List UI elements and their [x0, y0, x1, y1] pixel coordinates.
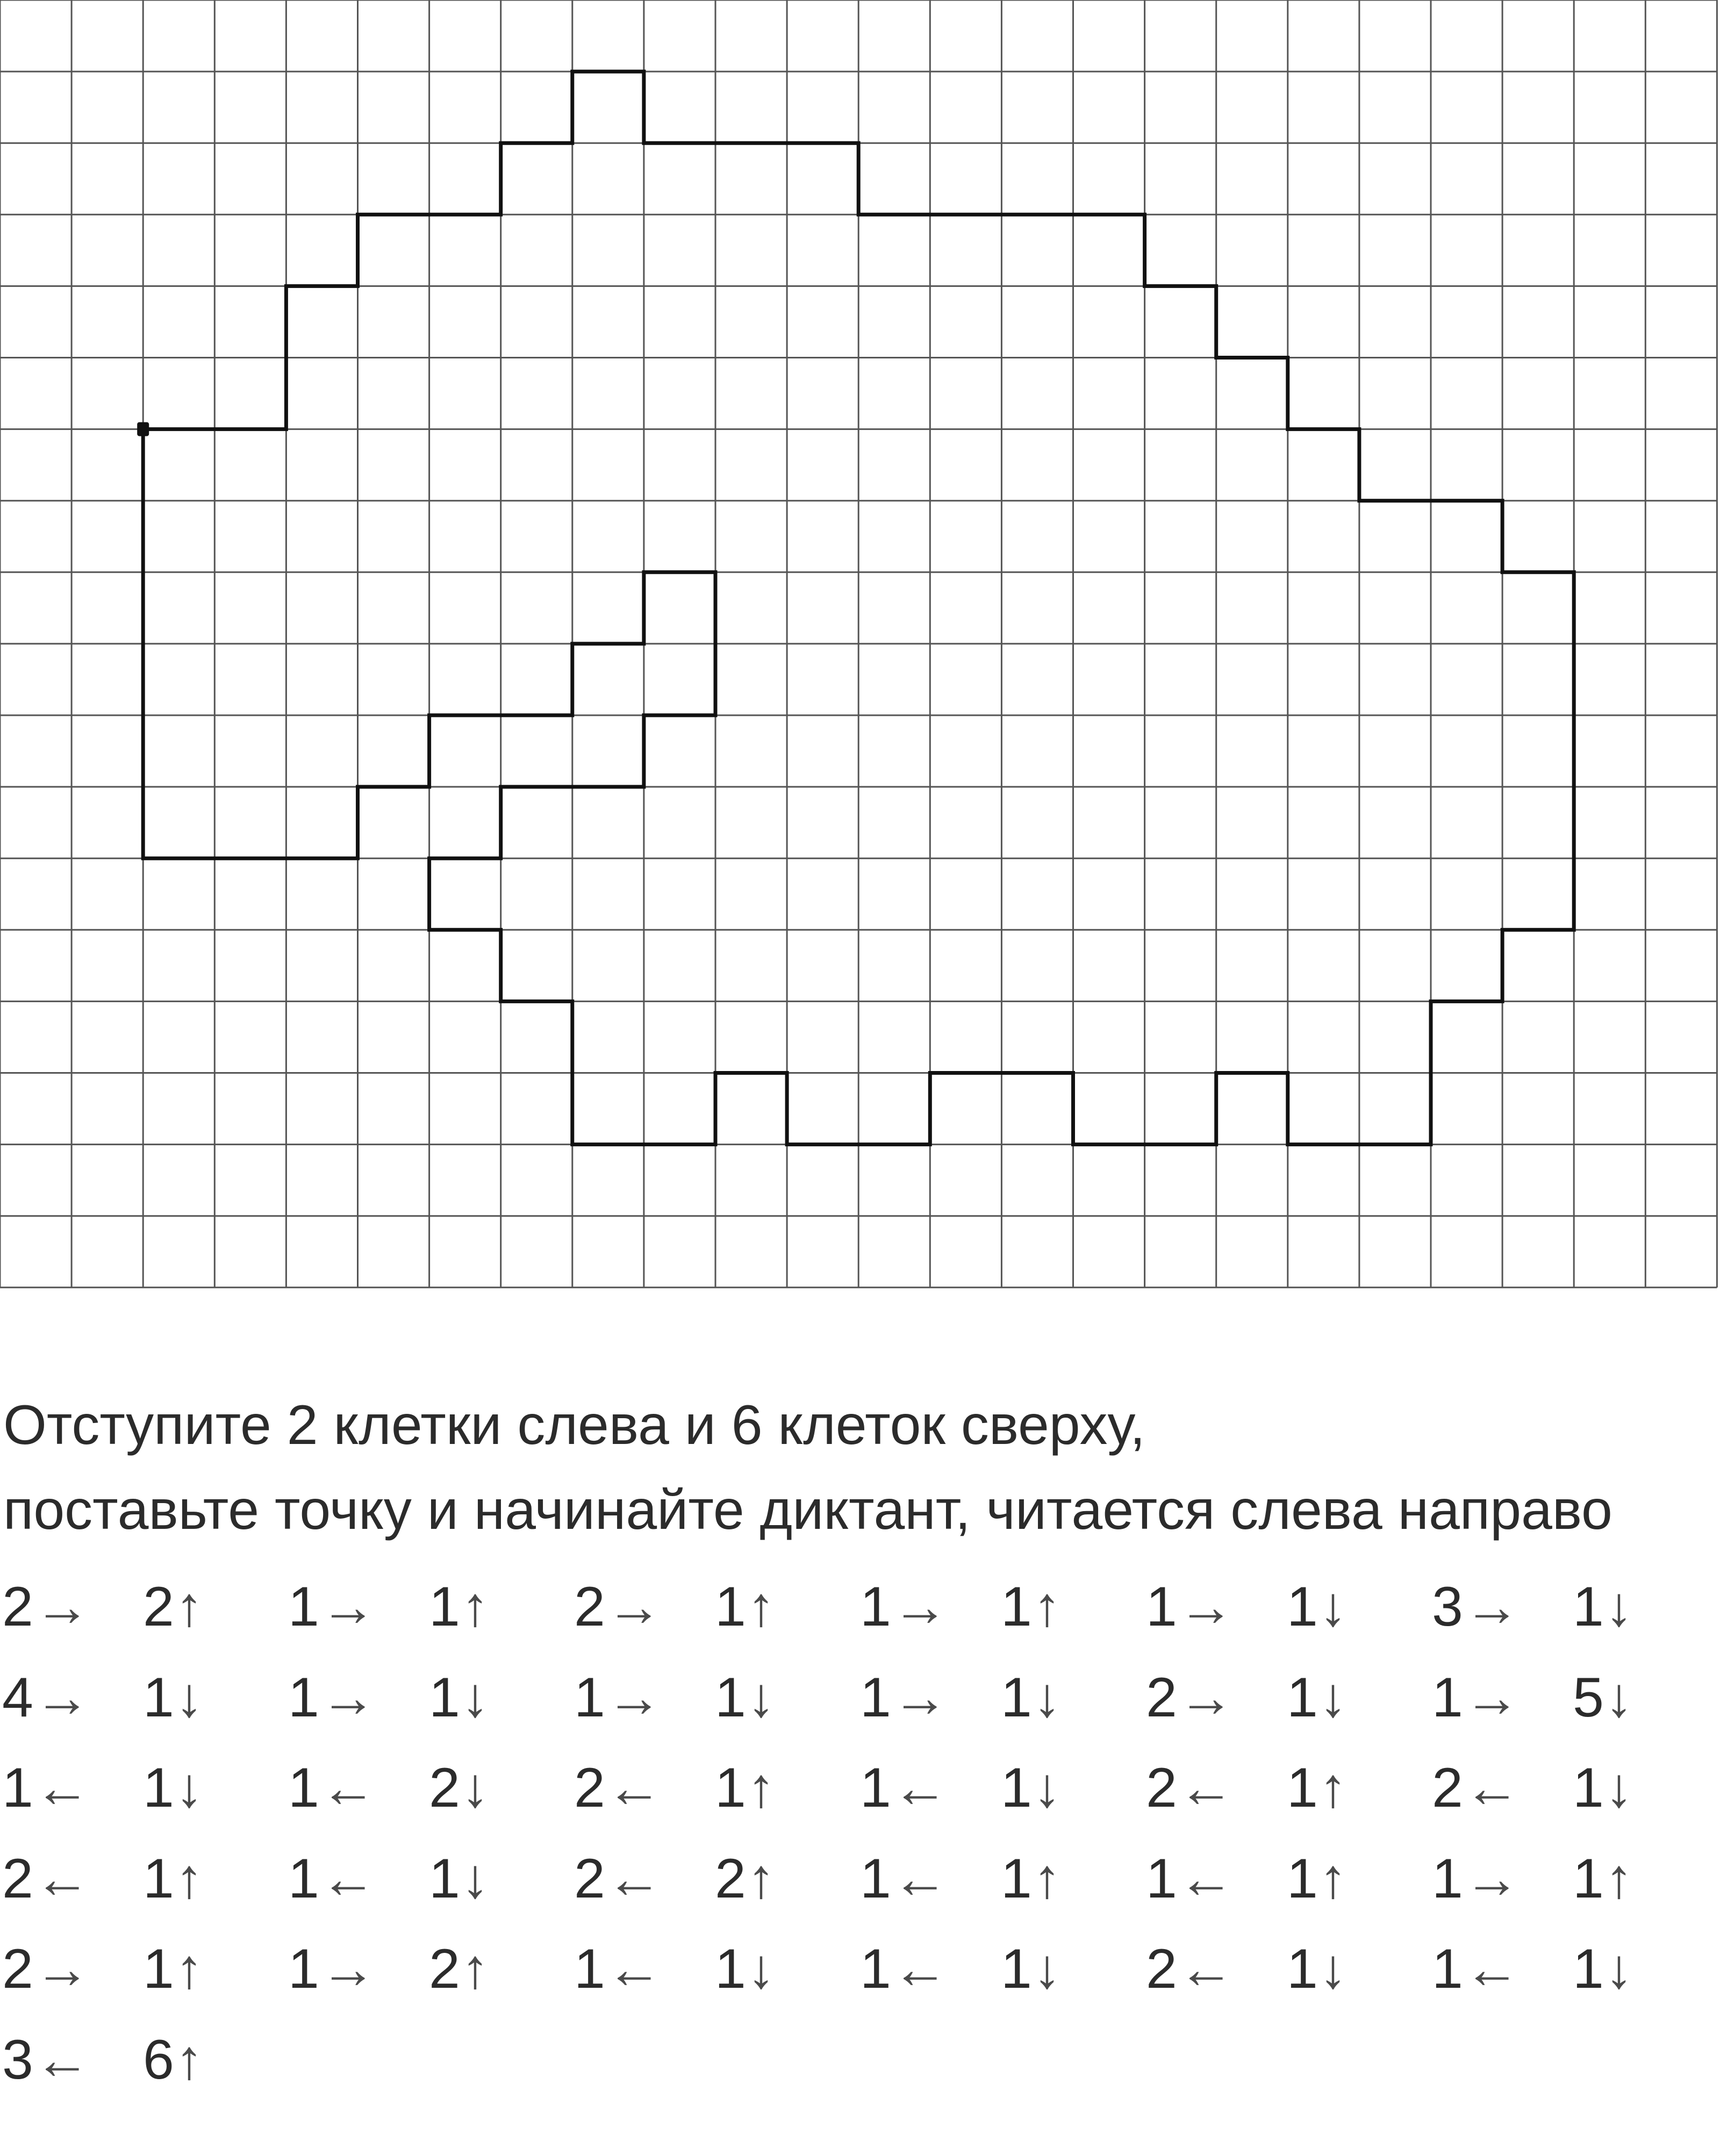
- direction-arrow-icon: ←: [320, 1757, 376, 1819]
- dictation-command: [1432, 1938, 1520, 2000]
- command-count: 2: [1146, 1757, 1177, 1819]
- dictation-command: [429, 1847, 489, 1910]
- direction-arrow-icon: ↓: [1318, 1576, 1347, 1638]
- command-count: 1: [1146, 1576, 1177, 1638]
- command-count: 6: [143, 2028, 174, 2091]
- dictation-command: [574, 1757, 662, 1819]
- dictation-command: [288, 1576, 376, 1638]
- direction-arrow-icon: →: [320, 1938, 376, 2000]
- direction-arrow-icon: ←: [892, 1938, 948, 2000]
- command-count: 1: [143, 1666, 174, 1729]
- command-count: 1: [288, 1847, 319, 1910]
- direction-arrow-icon: →: [34, 1666, 90, 1729]
- direction-arrow-icon: →: [34, 1938, 90, 2000]
- dictation-command: [715, 1666, 775, 1729]
- dictation-command: [1573, 1666, 1633, 1729]
- dictation-command: [1573, 1938, 1633, 2000]
- direction-arrow-icon: ↓: [747, 1666, 775, 1729]
- dictation-command: [1287, 1757, 1347, 1819]
- command-count: 1: [143, 1847, 174, 1910]
- direction-arrow-icon: ↑: [175, 2028, 203, 2091]
- dictation-command: [574, 1666, 662, 1729]
- direction-arrow-icon: ←: [1464, 1938, 1520, 2000]
- dictation-command: [574, 1847, 662, 1910]
- direction-arrow-icon: ↑: [1033, 1576, 1061, 1638]
- dictation-command: [1573, 1576, 1633, 1638]
- dictation-command: [860, 1576, 948, 1638]
- direction-arrow-icon: ↑: [747, 1576, 775, 1638]
- dictation-command: [429, 1666, 489, 1729]
- dictation-command: [1432, 1576, 1520, 1638]
- command-count: 1: [143, 1938, 174, 2000]
- dictation-command: [429, 1576, 489, 1638]
- dictation-command: [1287, 1938, 1347, 2000]
- command-count: 4: [2, 1666, 33, 1729]
- direction-arrow-icon: ↓: [1604, 1938, 1633, 2000]
- dictation-command: [860, 1938, 948, 2000]
- command-count: 1: [1001, 1938, 1032, 2000]
- direction-arrow-icon: →: [1178, 1666, 1234, 1729]
- command-count: 1: [860, 1847, 891, 1910]
- dictation-command: [715, 1938, 775, 2000]
- dictation-command: [1146, 1938, 1234, 2000]
- dictation-command: [574, 1938, 662, 2000]
- direction-arrow-icon: ↓: [175, 1666, 203, 1729]
- direction-arrow-icon: →: [606, 1576, 662, 1638]
- direction-arrow-icon: ↓: [1604, 1666, 1633, 1729]
- command-count: 1: [1432, 1938, 1463, 2000]
- direction-arrow-icon: ↓: [1033, 1757, 1061, 1819]
- command-count: 1: [1287, 1757, 1318, 1819]
- command-count: 1: [429, 1576, 460, 1638]
- dictation-command: [1146, 1847, 1234, 1910]
- dictation-command: [2, 1666, 90, 1729]
- direction-arrow-icon: ↓: [1033, 1938, 1061, 2000]
- command-count: 2: [574, 1576, 605, 1638]
- dictation-command: [860, 1666, 948, 1729]
- command-count: 1: [1001, 1757, 1032, 1819]
- dictation-command: [288, 1847, 376, 1910]
- dictation-command: [288, 1757, 376, 1819]
- dictation-command: [574, 1576, 662, 1638]
- dictation-command: [860, 1757, 948, 1819]
- direction-arrow-icon: ←: [1178, 1938, 1234, 2000]
- dictation-command: [1287, 1847, 1347, 1910]
- command-count: 2: [1432, 1757, 1463, 1819]
- direction-arrow-icon: ←: [34, 2028, 90, 2091]
- direction-arrow-icon: →: [1464, 1576, 1520, 1638]
- command-count: 1: [574, 1666, 605, 1729]
- dictation-command: [1146, 1757, 1234, 1819]
- direction-arrow-icon: ↑: [747, 1757, 775, 1819]
- direction-arrow-icon: ↓: [461, 1847, 489, 1910]
- direction-arrow-icon: ←: [606, 1757, 662, 1819]
- dictation-command: [1001, 1757, 1061, 1819]
- direction-arrow-icon: ↓: [1033, 1666, 1061, 1729]
- command-count: 1: [715, 1576, 746, 1638]
- command-count: 1: [860, 1757, 891, 1819]
- dictation-command: [2, 1757, 90, 1819]
- direction-arrow-icon: ↑: [461, 1938, 489, 2000]
- command-count: 1: [1287, 1847, 1318, 1910]
- command-count: 1: [860, 1666, 891, 1729]
- direction-arrow-icon: ←: [892, 1757, 948, 1819]
- direction-arrow-icon: →: [1464, 1666, 1520, 1729]
- command-count: 1: [1287, 1938, 1318, 2000]
- direction-arrow-icon: →: [1464, 1847, 1520, 1910]
- dictation-command: [1573, 1757, 1633, 1819]
- direction-arrow-icon: →: [1178, 1576, 1234, 1638]
- direction-arrow-icon: ↑: [1033, 1847, 1061, 1910]
- direction-arrow-icon: ↑: [747, 1847, 775, 1910]
- command-count: 1: [429, 1666, 460, 1729]
- command-count: 1: [1146, 1847, 1177, 1910]
- command-count: 1: [1573, 1576, 1604, 1638]
- command-count: 1: [1573, 1757, 1604, 1819]
- command-count: 1: [288, 1666, 319, 1729]
- direction-arrow-icon: ↓: [747, 1938, 775, 2000]
- direction-arrow-icon: ←: [34, 1847, 90, 1910]
- command-count: 2: [1146, 1666, 1177, 1729]
- command-count: 1: [143, 1757, 174, 1819]
- direction-arrow-icon: ←: [1178, 1757, 1234, 1819]
- dictation-command: [288, 1666, 376, 1729]
- direction-arrow-icon: →: [892, 1666, 948, 1729]
- dictation-command: [143, 2028, 203, 2091]
- command-count: 3: [1432, 1576, 1463, 1638]
- direction-arrow-icon: ↓: [461, 1666, 489, 1729]
- direction-arrow-icon: ↑: [461, 1576, 489, 1638]
- command-count: 2: [2, 1576, 33, 1638]
- dictation-command: [715, 1576, 775, 1638]
- command-count: 1: [1287, 1666, 1318, 1729]
- direction-arrow-icon: ←: [892, 1847, 948, 1910]
- command-count: 5: [1573, 1666, 1604, 1729]
- dictation-command: [1573, 1847, 1633, 1910]
- dictation-command: [715, 1847, 775, 1910]
- command-count: 2: [2, 1847, 33, 1910]
- command-count: 2: [429, 1757, 460, 1819]
- dictation-command: [860, 1847, 948, 1910]
- direction-arrow-icon: →: [320, 1576, 376, 1638]
- command-count: 1: [1432, 1847, 1463, 1910]
- dictation-command: [1432, 1847, 1520, 1910]
- direction-arrow-icon: ←: [606, 1938, 662, 2000]
- direction-arrow-icon: →: [606, 1666, 662, 1729]
- dictation-command: [1287, 1666, 1347, 1729]
- dictation-command: [2, 1576, 90, 1638]
- direction-arrow-icon: ↑: [1318, 1757, 1347, 1819]
- start-dot: [137, 422, 149, 436]
- dictation-command: [1432, 1757, 1520, 1819]
- instruction-line-1: Отступите 2 клетки слева и 6 клеток сверху,: [3, 1394, 1145, 1456]
- command-count: 2: [574, 1847, 605, 1910]
- direction-arrow-icon: ↑: [175, 1576, 203, 1638]
- dictation-command: [1001, 1938, 1061, 2000]
- dictation-command: [2, 1847, 90, 1910]
- command-count: 2: [1146, 1938, 1177, 2000]
- dictation-command: [429, 1757, 489, 1819]
- dictation-command: [1146, 1666, 1234, 1729]
- dictation-command: [143, 1757, 203, 1819]
- dictation-command: [1001, 1847, 1061, 1910]
- command-count: 1: [574, 1938, 605, 2000]
- command-count: 1: [1001, 1666, 1032, 1729]
- command-count: 1: [1001, 1847, 1032, 1910]
- command-count: 2: [2, 1938, 33, 2000]
- direction-arrow-icon: ←: [34, 1757, 90, 1819]
- direction-arrow-icon: ↓: [1604, 1576, 1633, 1638]
- direction-arrow-icon: ↓: [1318, 1666, 1347, 1729]
- direction-arrow-icon: ←: [1464, 1757, 1520, 1819]
- dictation-command: [143, 1938, 203, 2000]
- command-count: 2: [574, 1757, 605, 1819]
- direction-arrow-icon: →: [34, 1576, 90, 1638]
- dictation-command: [429, 1938, 489, 2000]
- dictation-command: [1146, 1576, 1234, 1638]
- direction-arrow-icon: ↑: [175, 1847, 203, 1910]
- direction-arrow-icon: ←: [320, 1847, 376, 1910]
- direction-arrow-icon: →: [892, 1576, 948, 1638]
- command-count: 1: [1573, 1847, 1604, 1910]
- direction-arrow-icon: ↓: [1604, 1757, 1633, 1819]
- instruction-line-2: поставьте точку и начинайте диктант, читается слева направо: [3, 1479, 1612, 1541]
- dictation-command: [143, 1847, 203, 1910]
- direction-arrow-icon: ↓: [461, 1757, 489, 1819]
- dictation-command: [1001, 1576, 1061, 1638]
- direction-arrow-icon: ←: [1178, 1847, 1234, 1910]
- dictation-command: [1001, 1666, 1061, 1729]
- command-count: 1: [860, 1576, 891, 1638]
- command-count: 2: [143, 1576, 174, 1638]
- dictation-command: [2, 1938, 90, 2000]
- command-count: 1: [2, 1757, 33, 1819]
- direction-arrow-icon: ↑: [1604, 1847, 1633, 1910]
- command-count: 1: [715, 1757, 746, 1819]
- dictation-command: [715, 1757, 775, 1819]
- dictation-command: [1432, 1666, 1520, 1729]
- command-count: 1: [288, 1757, 319, 1819]
- command-count: 3: [2, 2028, 33, 2091]
- command-count: 1: [1287, 1576, 1318, 1638]
- command-count: 1: [1432, 1666, 1463, 1729]
- dictation-command: [143, 1576, 203, 1638]
- command-count: 1: [429, 1847, 460, 1910]
- dictation-command: [2, 2028, 90, 2091]
- dictation-command: [288, 1938, 376, 2000]
- direction-arrow-icon: ↑: [175, 1938, 203, 2000]
- command-count: 1: [1573, 1938, 1604, 2000]
- command-count: 1: [715, 1938, 746, 2000]
- command-count: 1: [860, 1938, 891, 2000]
- direction-arrow-icon: ↓: [175, 1757, 203, 1819]
- command-count: 1: [288, 1938, 319, 2000]
- command-count: 1: [715, 1666, 746, 1729]
- direction-arrow-icon: →: [320, 1666, 376, 1729]
- dictation-command: [1287, 1576, 1347, 1638]
- dictation-command: [143, 1666, 203, 1729]
- direction-arrow-icon: ↓: [1318, 1938, 1347, 2000]
- command-count: 1: [1001, 1576, 1032, 1638]
- direction-arrow-icon: ←: [606, 1847, 662, 1910]
- command-count: 1: [288, 1576, 319, 1638]
- command-count: 2: [715, 1847, 746, 1910]
- command-count: 2: [429, 1938, 460, 2000]
- direction-arrow-icon: ↑: [1318, 1847, 1347, 1910]
